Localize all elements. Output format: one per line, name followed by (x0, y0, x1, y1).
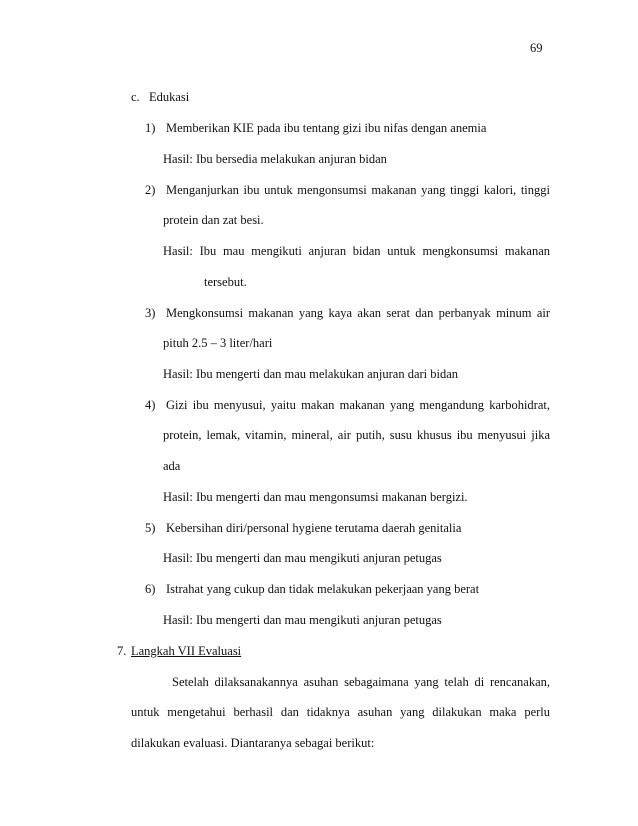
list-item-text: protein, lemak, vitamin, mineral, air putih, susu khusus ibu menyusui jika (163, 428, 550, 442)
list-item-result: Hasil: Ibu bersedia melakukan anjuran bidan (163, 152, 387, 166)
list-item-number: 5) (145, 521, 156, 535)
list-item-number: 6) (145, 582, 156, 596)
list-item-result: Hasil: Ibu mau mengikuti anjuran bidan untuk mengkonsumsi makanan (163, 244, 550, 258)
list-item-text: protein dan zat besi. (163, 213, 264, 227)
list-item-result: Hasil: Ibu mengerti dan mau mengikuti anjuran petugas (163, 613, 442, 627)
section-c-marker: c. (131, 90, 140, 104)
list-item-text: Istrahat yang cukup dan tidak melakukan pekerjaan yang berat (166, 582, 480, 596)
list-item-text: Menganjurkan ibu untuk mengonsumsi makanan yang tinggi kalori, tinggi (166, 183, 550, 197)
list-item-result: Hasil: Ibu mengerti dan mau mengikuti anjuran petugas (163, 551, 442, 565)
section-7-number: 7. (117, 644, 127, 658)
list-item-number: 3) (145, 306, 156, 320)
list-item-result: tersebut. (204, 275, 247, 289)
section-7-title: Langkah VII Evaluasi (131, 644, 242, 658)
list-item-text: Memberikan KIE pada ibu tentang gizi ibu nifas dengan anemia (166, 121, 487, 135)
section-c-title: Edukasi (149, 90, 190, 104)
list-item-number: 2) (145, 183, 156, 197)
page-number: 69 (530, 41, 543, 55)
list-item-result: Hasil: Ibu mengerti dan mau mengonsumsi makanan bergizi. (163, 490, 468, 504)
list-item-text: pituh 2.5 – 3 liter/hari (163, 336, 273, 350)
paragraph-line: dilakukan evaluasi. Diantaranya sebagai berikut: (131, 736, 375, 750)
list-item-text: Mengkonsumsi makanan yang kaya akan serat dan perbanyak minum air (166, 306, 550, 320)
paragraph-line: untuk mengetahui berhasil dan tidaknya asuhan yang dilakukan maka perlu (131, 705, 550, 719)
list-item-number: 1) (145, 121, 156, 135)
paragraph-line: Setelah dilaksanakannya asuhan sebagaimana yang telah di rencanakan, (172, 675, 550, 689)
list-item-number: 4) (145, 398, 156, 412)
list-item-result: Hasil: Ibu mengerti dan mau melakukan anjuran dari bidan (163, 367, 459, 381)
list-item-text: Gizi ibu menyusui, yaitu makan makanan yang mengandung karbohidrat, (166, 398, 550, 412)
list-item-text: Kebersihan diri/personal hygiene terutama daerah genitalia (166, 521, 462, 535)
list-item-text: ada (163, 459, 181, 473)
